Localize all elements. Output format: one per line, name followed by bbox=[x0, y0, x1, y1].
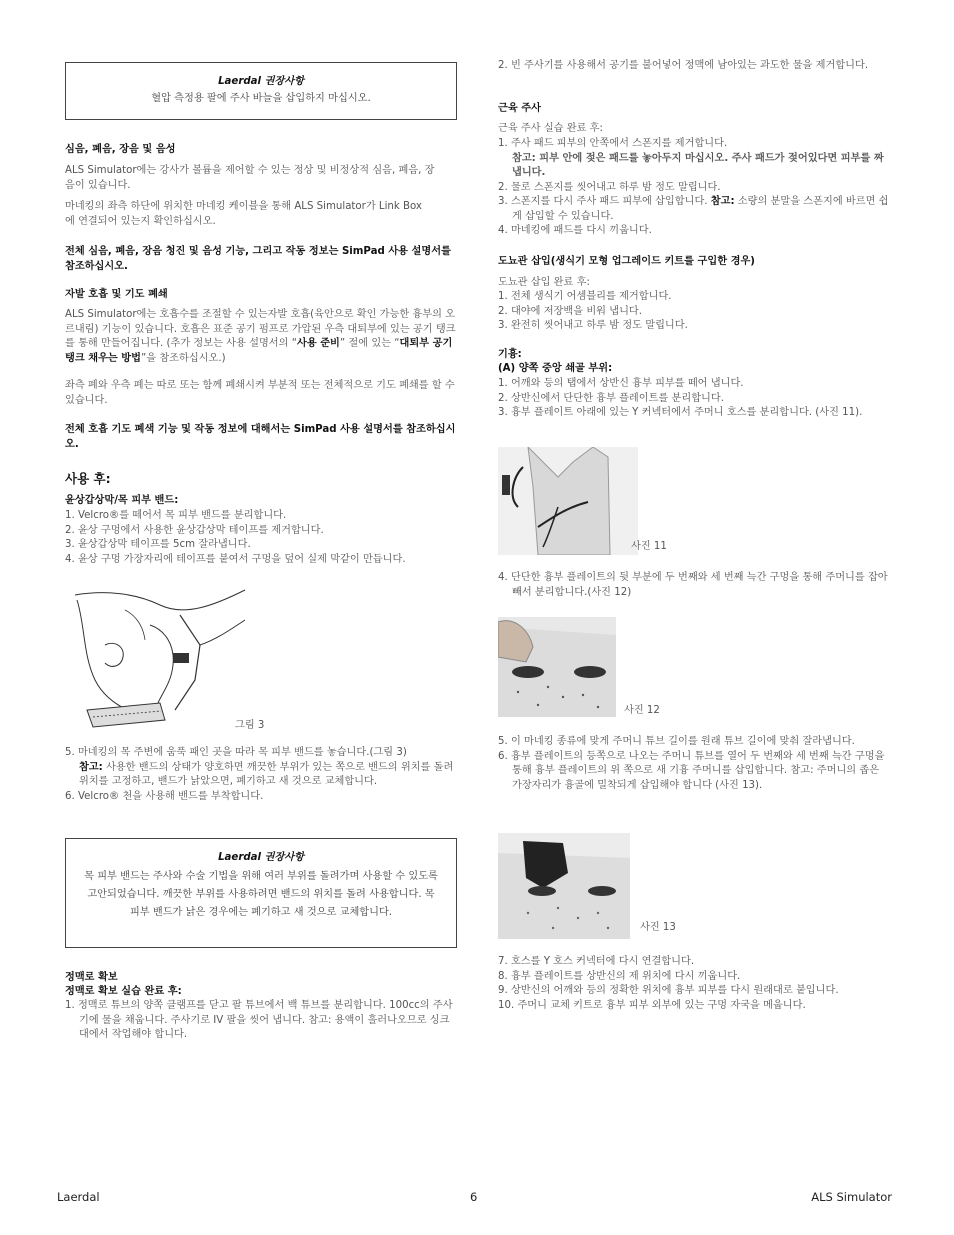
photo-13-pouch-insertion bbox=[498, 833, 630, 939]
figure-3-neck-drawing bbox=[65, 585, 250, 735]
list-item: 7. 호스를 Y 호스 커넥터에 다시 연결합니다. bbox=[498, 956, 695, 967]
list-item: 4. 윤상 구멍 가장자리에 테이프를 붙여서 구멍을 덮어 실제 막같이 만듭니다. bbox=[65, 553, 406, 565]
photo-12-pouch-removal bbox=[498, 617, 616, 717]
list-item: 10. 주머니 교체 키트로 흉부 피부 외부에 있는 구멍 자국을 메웁니다. bbox=[498, 999, 806, 1011]
photo-caption: 사진 11 bbox=[631, 541, 667, 552]
list-item: 9. 상반신의 어깨와 등의 정확한 위치에 흉부 피부를 다시 원래대로 붙입니다. bbox=[498, 985, 839, 996]
bold-note: 참고: 피부 안에 젖은 패드를 놓아두지 마십시오. 주사 패드가 젖어있다면 피부를 짜냅니다. bbox=[512, 152, 884, 178]
pneumo-list bbox=[498, 377, 892, 421]
list-item: 1. 전체 생식기 어셈블리를 제거합니다. bbox=[498, 291, 672, 302]
photo-caption: 사진 12 bbox=[624, 705, 660, 716]
subsection-title-iv: 정맥로 확보 실습 완료 후: bbox=[65, 986, 182, 997]
bold-note: 전체 호흡 기도 폐색 기능 및 작동 정보에 대해서는 SimPad 사용 설명서를 참조하십시오. bbox=[65, 424, 456, 450]
list-item: 4. 단단한 흉부 플레이트의 뒷 부분에 두 번째와 세 번째 늑간 구멍을 통해 주머니를 잡아 빼서 분리합니다.(사진 12) bbox=[498, 572, 888, 598]
list-item: 2. 윤상 구멍에서 사용한 윤상갑상막 테이프를 제거합니다. bbox=[65, 524, 324, 536]
list-item: 4. 마네킹에 패드를 다시 끼웁니다. bbox=[498, 225, 652, 236]
list-item: 1. 정맥로 튜브의 양쪽 클램프를 닫고 팔 튜브에서 백 튜브를 분리합니다. 100cc의 주사기에 물을 채웁니다. 주사기로 IV 팔을 씻어 냅니다. 참고: 용액이 흘러나오므로 싱크대에서 작업해야 합니다. bbox=[65, 1000, 453, 1040]
box-text: 혈압 측정용 팔에 주사 바늘을 삽입하지 마십시오. bbox=[151, 92, 371, 104]
footer-product: ALS Simulator bbox=[811, 1190, 892, 1204]
list-item: 5. 이 마네킹 종류에 맞게 주머니 튜브 길이를 원래 튜브 길이에 맞춰 잘라냅니다. bbox=[498, 736, 855, 747]
paragraph: 마네킹의 좌측 하단에 위치한 마네킹 케이블을 통해 ALS Simulator가 Link Box에 연결되어 있는지 확인하십시오. bbox=[65, 201, 422, 227]
subsection-title-pneumo: (A) 양쪽 중앙 쇄골 부위: bbox=[498, 363, 613, 374]
list-item: 3. 윤상갑상막 테이프를 5cm 잘라냅니다. bbox=[65, 539, 251, 550]
page-number: 6 bbox=[470, 1190, 478, 1204]
after-use-heading: 사용 후: bbox=[65, 471, 111, 486]
list-item: 8. 흉부 플레이트를 상반신의 제 위치에 다시 끼웁니다. bbox=[498, 970, 741, 982]
list-item: 2. 물로 스폰지를 씻어내고 하루 밤 정도 말립니다. bbox=[498, 181, 721, 193]
section-title-urinary: 도뇨관 삽입(생식기 모형 업그레이드 키트를 구입한 경우) bbox=[498, 256, 755, 267]
footer-brand: Laerdal bbox=[57, 1190, 100, 1204]
list-item: 3. 스폰지를 다시 주사 패드 피부에 삽입합니다. 참고: 소량의 분말을 스폰지에 바르면 쉽게 삽입할 수 있습니다. bbox=[498, 196, 889, 222]
list-item: 1. Velcro®를 떼어서 목 피부 밴드를 분리합니다. bbox=[65, 510, 287, 521]
urinary-list bbox=[498, 290, 892, 334]
photo-caption: 사진 13 bbox=[640, 922, 676, 933]
paragraph: 좌측 폐와 우측 폐는 따로 또는 함께 폐쇄시켜 부분적 또는 전체적으로 기도 폐쇄를 할 수 있습니다. bbox=[65, 380, 455, 406]
paragraph: 근육 주사 실습 완료 후: bbox=[498, 123, 603, 134]
paragraph: ALS Simulator에는 호흡수를 조절할 수 있는자발 호흡(육안으로 확인 가능한 흉부의 오르내림) 기능이 있습니다. 호흡은 표준 공기 펌프로 가압된 우측 대퇴부에 있는 공기 탱크를 통해 만들어집니다. (추가 정보는 사용 설명서의 “사용 준비” 절에 있는 “대퇴부 공기 탱크 채우는 방법”을 참조하십시오.) bbox=[65, 309, 456, 364]
bold-note: 전체 심음, 폐음, 장음 청진 및 음성 기능, 그리고 작동 정보는 SimPad 사용 설명서를 참조하십시오. bbox=[65, 246, 451, 272]
section-title-cric: 윤상갑상막/목 피부 밴드: bbox=[65, 495, 179, 506]
list-item: 3. 흉부 플레이트 아래에 있는 Y 커넥터에서 주머니 호스를 분리합니다. (사진 11). bbox=[498, 407, 863, 418]
box-title: Laerdal 권장사항 bbox=[218, 76, 304, 87]
im-list bbox=[498, 137, 892, 239]
section-title-im: 근육 주사 bbox=[498, 103, 541, 114]
paragraph: 도뇨관 삽입 완료 후: bbox=[498, 277, 590, 288]
box-title: Laerdal 권장사항 bbox=[218, 852, 304, 863]
cric-list-cont bbox=[65, 746, 457, 804]
list-item: 2. 빈 주사기를 사용해서 공기를 불어넣어 정맥에 남아있는 과도한 물을 제거합니다. bbox=[498, 60, 869, 71]
pneumo-list-cont bbox=[498, 735, 892, 793]
list-item: 6. Velcro® 천을 사용해 밴드를 부착합니다. bbox=[65, 790, 264, 802]
figure-caption: 그림 3 bbox=[235, 720, 265, 731]
section-title-pneumo: 기흉: bbox=[498, 349, 522, 360]
list-item: 1. 주사 패드 피부의 안쪽에서 스폰지를 제거합니다. bbox=[498, 138, 728, 149]
recommendation-box-2 bbox=[65, 838, 457, 948]
section-title-breathing: 자발 호흡 및 기도 폐쇄 bbox=[65, 289, 168, 300]
list-item: 2. 대야에 저장백을 비워 냅니다. bbox=[498, 305, 643, 317]
pneumo-list-end bbox=[498, 955, 892, 1013]
photo-11-chest-plate bbox=[498, 447, 638, 555]
list-item: 3. 완전히 씻어내고 하루 밤 정도 말립니다. bbox=[498, 320, 688, 331]
cric-list bbox=[65, 509, 457, 567]
recommendation-box-1 bbox=[65, 62, 457, 120]
list-item: 6. 흉부 플레이트의 등쪽으로 나오는 주머니 튜브를 열어 두 번째와 세 번째 늑간 구멍을 통해 흉부 플레이트의 위 쪽으로 새 기흉 주머니를 삽입합니다. 참고: 주머니의 좁은 가장자리가 흉골에 밀착되게 삽입해야 합니다 (사진 13). bbox=[498, 750, 885, 791]
list-item: 1. 어깨와 등의 탭에서 상반신 흉부 피부를 떼어 냅니다. bbox=[498, 378, 744, 389]
paragraph: ALS Simulator에는 강사가 볼륨을 제어할 수 있는 정상 및 비정상적 심음, 폐음, 장음이 있습니다. bbox=[65, 165, 435, 191]
list-item: 2. 상반신에서 단단한 흉부 플레이트를 분리합니다. bbox=[498, 392, 724, 404]
section-title-sounds: 심음, 폐음, 장음 및 음성 bbox=[65, 144, 176, 155]
section-title-iv: 정맥로 확보 bbox=[65, 972, 118, 983]
list-item: 5. 마네킹의 목 주변에 움푹 패인 곳을 따라 목 피부 밴드를 놓습니다.(그림 3) 참고: 사용한 밴드의 상태가 양호하면 깨끗한 부위가 있는 쪽으로 밴드의 위치를 돌려 위치를 고정하고, 밴드가 낡았으면, 폐기하고 새 것으로 교체합니다. bbox=[65, 747, 454, 787]
box-text: 목 피부 밴드는 주사와 수술 기법을 위해 여러 부위를 돌려가며 사용할 수 있도록 고안되었습니다. 깨끗한 부위를 사용하려면 밴드의 위치를 돌려 사용합니다. 목 피부 밴드가 낡은 경우에는 폐기하고 새 것으로 교체합니다. bbox=[84, 870, 438, 918]
